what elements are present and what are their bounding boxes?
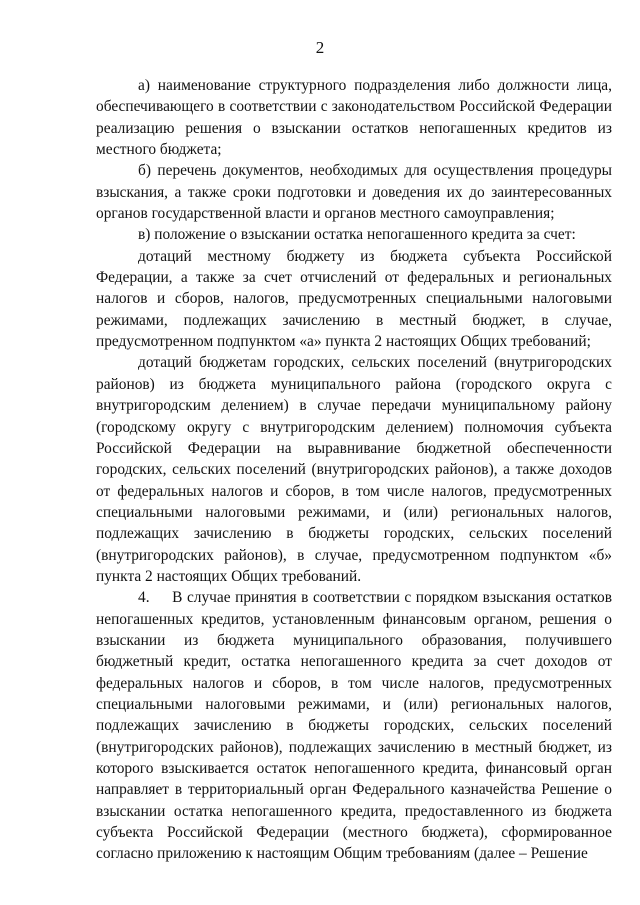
paragraph-item-a: а) наименование структурного подразделения либо должности лица, обеспечивающего в соответствии с законодательством Российской Федерации реализацию решения о взыскании остатков непогашенных кредитов из местного бюджета;	[96, 77, 612, 159]
paragraph-subsidies-settlements: дотаций бюджетам городских, сельских поселений (внутригородских районов) из бюджета муниципального района (городского округа с внутригородским делением) в случае передачи муниципальному району (городскому округу с внутригородским делением) полномочия субъекта Российской Федерации на выравнивание бюджетной обеспеченности городских, сельских поселений (внутригородских районов), а также доходов от федеральных налогов и сборов, в том числе налогов, предусмотренных специальными налоговыми режимами, и (или) региональных налогов, подлежащих зачислению в бюджеты городских, сельских поселений (внутригородских районов), в случае, предусмотренном подпунктом «б» пункта 2 настоящих Общих требований.	[96, 354, 612, 585]
page-number: 2	[315, 38, 325, 57]
paragraph-item-b: б) перечень документов, необходимых для осуществления процедуры взыскания, а также сроки подготовки и доведения их до заинтересованных органов государственной власти и органов местного самоуправления;	[96, 162, 612, 223]
paragraph-subsidies-local: дотаций местному бюджету из бюджета субъекта Российской Федерации, а также за счет отчислений от федеральных и региональных налогов и сборов, налогов, предусмотренных специальными налоговыми режимами, подлежащих зачислению в местный бюджет, в случае, предусмотренном подпунктом «а» пункта 2 настоящих Общих требований;	[96, 247, 612, 351]
paragraph-clause-4: 4. В случае принятия в соответствии с порядком взыскания остатков непогашенных кредитов, установленным финансовым органом, решения о взыскании из бюджета муниципального образования, получившего бюджетный кредит, остатка непогашенного кредита за счет доходов от федеральных налогов и сборов, в том числе налогов, предусмотренных специальными налоговыми режимами, и (или) региональных налогов, подлежащих зачислению в бюджеты городских, сельских поселений (внутригородских районов), подлежащих зачислению в местный бюджет, из которого взыскивается остаток непогашенного кредита, финансовый орган направляет в территориальный орган Федерального казначейства Решение о взыскании остатка непогашенного кредита, предоставленного из бюджета субъекта Российской Федерации (местного бюджета), сформированное согласно приложению к настоящим Общим требованиям (далее – Решение	[96, 589, 612, 863]
paragraph-item-v: в) положение о взыскании остатка непогашенного кредита за счет:	[138, 226, 576, 244]
document-body	[96, 75, 612, 865]
